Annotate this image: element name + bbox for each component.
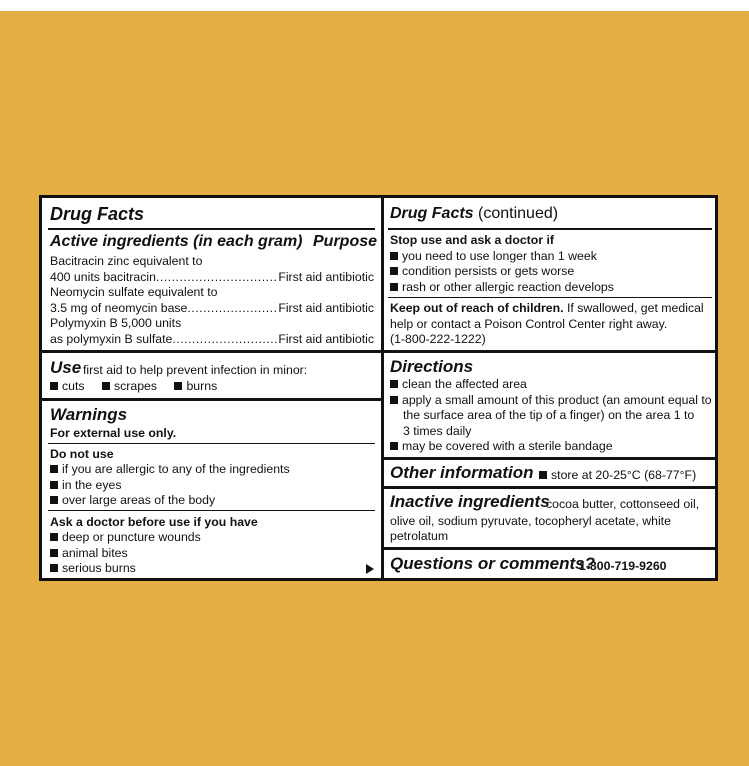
drug-facts-continued-title: Drug Facts (continued) [390,205,559,222]
directions-heading: Directions [390,357,474,376]
stop-use-item: condition persists or gets worse [390,264,574,278]
ask-doctor-item: deep or puncture wounds [50,530,201,544]
bullet-icon [539,471,547,479]
bullet-icon [390,252,398,260]
section-divider [42,350,381,353]
title-rule [48,228,375,230]
bullet-icon [390,283,398,291]
ingredient-3-purpose: First aid antibiotic [278,332,374,346]
section-divider [383,486,715,489]
ingredient-2-line2: 3.5 mg of neomycin base [50,301,188,315]
ingredient-3-row [50,332,374,346]
bullet-icon [390,442,398,450]
bullet-icon [102,382,110,390]
sub-divider [388,297,712,298]
bullet-icon [50,564,58,572]
use-item-cuts: cuts [62,379,85,393]
bullet-icon [50,533,58,541]
bullet-icon [50,496,58,504]
inactive-line2: olive oil, sodium pyruvate, tocopheryl acetate, white [390,514,671,528]
warnings-heading: Warnings [50,405,128,424]
ingredient-2-row [50,301,374,315]
inactive-line3: petrolatum [390,529,449,543]
section-divider [383,350,715,353]
bullet-icon [50,465,58,473]
do-not-use-item: in the eyes [50,478,121,492]
use-text: first aid to help prevent infection in minor: [83,363,308,377]
section-divider [383,457,715,460]
directions-item: clean the affected area [390,377,527,391]
keep-out-line1: Keep out of reach of children. If swallowed, get medical [390,301,704,315]
purpose-heading: Purpose [313,233,378,250]
bullet-icon [390,267,398,275]
directions-item: may be covered with a sterile bandage [390,439,613,453]
ingredient-1-row [50,270,374,284]
use-items [50,379,217,393]
directions-item: apply a small amount of this product (an amount equal to [390,393,712,407]
bullet-icon [50,382,58,390]
questions-heading: Questions or comments? [390,554,595,573]
do-not-use-heading: Do not use [50,447,114,461]
ask-doctor-item: animal bites [50,546,128,560]
leader-dots [156,270,278,284]
ingredient-2-line1: Neomycin sulfate equivalent to [50,285,218,299]
do-not-use-item: over large areas of the body [50,493,215,507]
leader-dots [172,332,278,346]
ingredient-1-line2: 400 units bacitracin [50,270,156,284]
ingredient-2-purpose: First aid antibiotic [278,301,374,315]
leader-dots [187,301,278,315]
use-item-burns: burns [186,379,218,393]
title-rule [388,228,712,230]
other-information-text: store at 20-25°C (68-77°F) [539,468,696,482]
ask-doctor-item: serious burns [50,561,136,575]
stop-use-item: you need to use longer than 1 week [390,249,597,263]
bullet-icon [50,481,58,489]
directions-item-cont: 3 times daily [403,424,472,438]
directions-item-cont: the surface area of the tip of a finger) on the area 1 to [403,408,695,422]
bullet-icon [174,382,182,390]
right-column [383,198,715,578]
inactive-ingredients-heading: Inactive ingredients [390,492,550,511]
active-ingredients-heading: Active ingredients (in each gram) [50,233,303,250]
ingredient-3-line2: as polymyxin B sulfate [50,332,173,346]
ask-doctor-heading: Ask a doctor before use if you have [50,515,258,529]
use-item-scrapes: scrapes [113,379,158,393]
bullet-icon [50,549,58,557]
section-divider [383,547,715,550]
use-heading: Use [50,358,82,377]
external-use-text: For external use only. [50,426,177,440]
questions-phone: 1-800-719-9260 [579,559,667,573]
do-not-use-item: if you are allergic to any of the ingredients [50,462,290,476]
drug-facts-label [39,195,718,581]
keep-out-line3: (1-800-222-1222) [390,332,486,346]
sub-divider [48,443,375,444]
inactive-line1: cocoa butter, cottonseed oil, [546,497,700,511]
drug-facts-title: Drug Facts [50,204,145,224]
bullet-icon [390,396,398,404]
ingredient-1-line1: Bacitracin zinc equivalent to [50,254,203,268]
ingredient-1-purpose: First aid antibiotic [278,270,374,284]
continue-arrow-icon [366,564,374,574]
left-column [42,198,381,578]
bullet-icon [390,380,398,388]
sub-divider [48,510,375,511]
other-information-heading: Other information [390,463,534,482]
ingredient-3-line1: Polymyxin B 5,000 units [50,316,182,330]
section-divider [42,398,381,401]
stop-use-item: rash or other allergic reaction develops [390,280,614,294]
keep-out-line2: help or contact a Poison Control Center right away. [390,317,668,331]
stop-use-heading: Stop use and ask a doctor if [390,233,554,247]
